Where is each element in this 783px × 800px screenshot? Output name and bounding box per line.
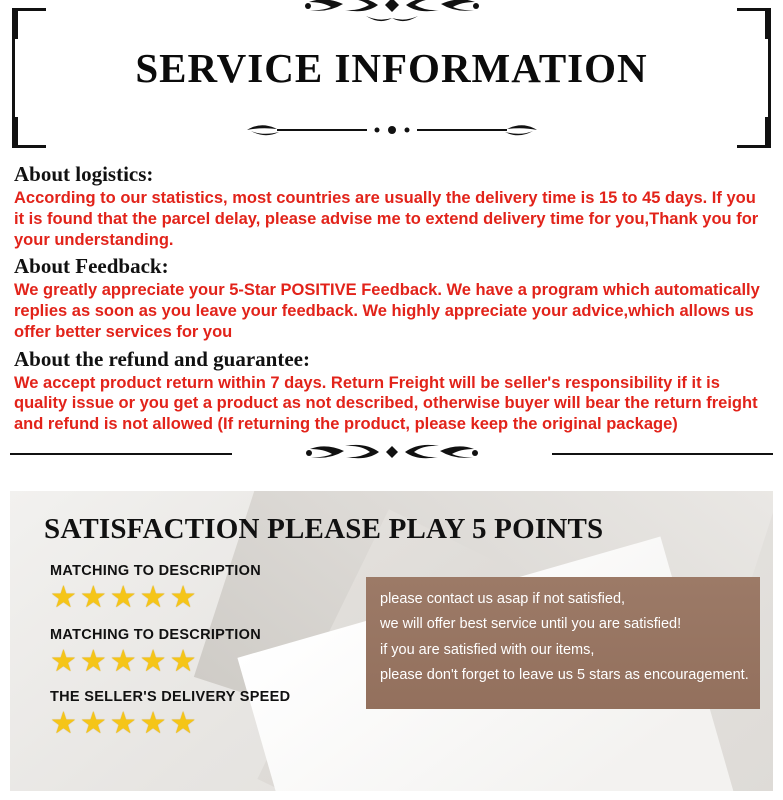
frame-corner-top-right xyxy=(737,8,768,39)
frame-corner-top-left xyxy=(15,8,46,39)
rating-group-2 xyxy=(50,627,261,678)
rating-group-1 xyxy=(50,563,261,614)
section-heading-feedback: About Feedback: xyxy=(14,254,169,279)
divider-ornament-icon xyxy=(232,440,552,470)
satisfaction-panel xyxy=(10,491,773,791)
service-information-header xyxy=(12,8,771,148)
section-divider xyxy=(10,449,773,483)
star-rating-icon-2: ★★★★★ xyxy=(50,644,200,680)
note-line-2: we will offer best service until you are satisfied! xyxy=(380,616,682,633)
note-line-3: if you are satisfied with our items, xyxy=(380,641,595,658)
rating-label-2: MATCHING TO DESCRIPTION xyxy=(50,627,261,644)
section-text-refund: We accept product return within 7 days. Return Freight will be seller's responsibility if it is quality issue or you get a product as not described, otherwise buyer will bear the return freight and refund is not allowed (If returning the product, please keep the original package) xyxy=(14,373,758,434)
contact-note-box xyxy=(366,577,760,709)
service-info-body xyxy=(0,148,783,435)
rating-label-1: MATCHING TO DESCRIPTION xyxy=(50,563,261,580)
satisfaction-title: SATISFACTION PLEASE PLAY 5 POINTS xyxy=(44,513,604,546)
page-title: SERVICE INFORMATION xyxy=(135,45,648,91)
section-heading-logistics: About logistics: xyxy=(14,162,154,186)
ornament-flourish-icon xyxy=(242,0,542,28)
star-rating-icon-3: ★★★★★ xyxy=(50,706,200,742)
rating-label-3: THE SELLER'S DELIVERY SPEED xyxy=(50,689,291,706)
frame-corner-bottom-left xyxy=(15,117,46,148)
frame-corner-bottom-right xyxy=(737,117,768,148)
rating-group-3 xyxy=(50,689,290,740)
header-bottom-ornament-icon xyxy=(232,118,552,144)
note-line-4: please don't forget to leave us 5 stars as encouragement. xyxy=(380,667,749,684)
star-rating-icon-1: ★★★★★ xyxy=(50,580,200,616)
section-heading-refund: About the refund and guarantee: xyxy=(14,346,310,371)
section-text-feedback: We greatly appreciate your 5-Star POSITIVE Feedback. We have a program which automatically replies as soon as you leave your feedback. We highly appreciate your advice,which allows us offer better services for you xyxy=(14,281,760,341)
section-text-logistics: According to our statistics, most countries are usually the delivery time is 15 to 45 days. If you it is found that the parcel delay, please advise me to extend delivery time for you,Thank you for your understanding. xyxy=(14,189,759,249)
note-line-1: please contact us asap if not satisfied, xyxy=(380,591,626,608)
